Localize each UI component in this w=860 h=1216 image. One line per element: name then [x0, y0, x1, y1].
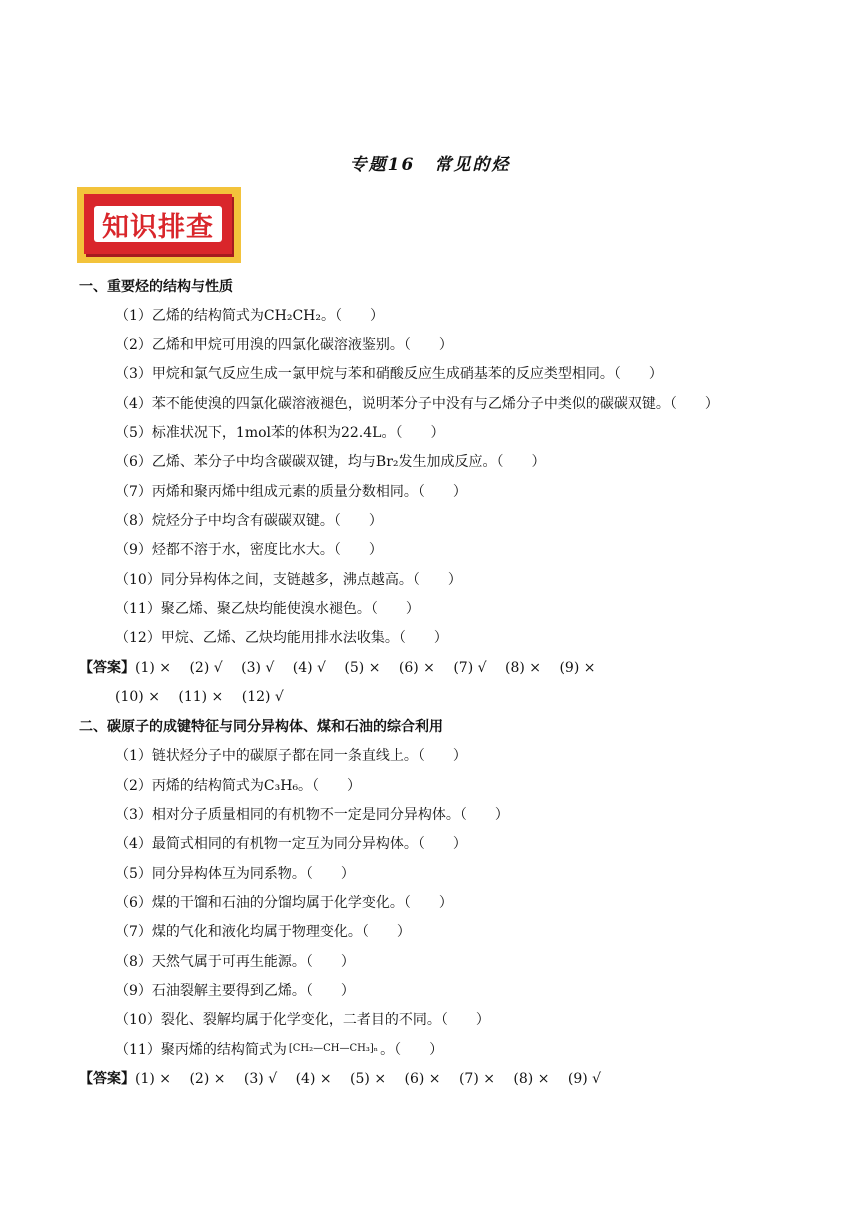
section2-item-5: （5）同分异构体互为同系物。（ ）: [115, 866, 355, 882]
section1-item-1: （1）乙烯的结构简式为CH₂CH₂。（ ）: [115, 308, 384, 324]
answer-values: (1) × (2) × (3) √ (4) × (5) × (6) × (7) × (8) × (9) √: [135, 1071, 602, 1087]
section2-item-2: （2）丙烯的结构简式为C₃H₆。（ ）: [115, 778, 362, 794]
section1-item-3: （3）甲烷和氯气反应生成一氯甲烷与苯和硝酸反应生成硝基苯的反应类型相同。（ ）: [115, 366, 663, 382]
section1-item-4: （4）苯不能使溴的四氯化碳溶液褪色，说明苯分子中没有与乙烯分子中类似的碳碳双键。（ ）: [115, 396, 719, 412]
page-title: 专题16 常见的烃: [349, 155, 511, 175]
answer-label: 【答案】: [79, 660, 135, 676]
section1-item-2: （2）乙烯和甲烷可用溴的四氯化碳溶液鉴别。（ ）: [115, 337, 453, 353]
section1-item-9: （9）烃都不溶于水，密度比水大。（ ）: [115, 542, 383, 558]
section1-item-11: （11）聚乙烯、聚乙炔均能使溴水褪色。（ ）: [115, 601, 420, 617]
section1-answer: [79, 657, 595, 677]
section2-item-3: （3）相对分子质量相同的有机物不一定是同分异构体。（ ）: [115, 807, 509, 823]
item11-suffix: 。（ ）: [380, 1042, 444, 1058]
section2-item-9: （9）石油裂解主要得到乙烯。（ ）: [115, 983, 355, 999]
section2-heading: 二、碳原子的成键特征与同分异构体、煤和石油的综合利用: [79, 719, 443, 735]
section1-heading: 一、重要烃的结构与性质: [79, 279, 233, 295]
section2-item-7: （7）煤的气化和液化均属于物理变化。（ ）: [115, 924, 411, 940]
polypropylene-formula: [CH₂—CH—CH₃]ₙ: [288, 1042, 379, 1054]
section2-answer: [79, 1068, 601, 1088]
answer-label: 【答案】: [79, 1071, 135, 1087]
section1-item-6: （6）乙烯、苯分子中均含碳碳双键，均与Br₂发生加成反应。（ ）: [115, 454, 546, 470]
section2-item-6: （6）煤的干馏和石油的分馏均属于化学变化。（ ）: [115, 895, 453, 911]
section1-item-12: （12）甲烷、乙烯、乙炔均能用排水法收集。（ ）: [115, 630, 448, 646]
knowledge-check-badge: [77, 187, 241, 263]
section1-item-8: （8）烷烃分子中均含有碳碳双键。（ ）: [115, 513, 383, 529]
section2-item-4: （4）最简式相同的有机物一定互为同分异构体。（ ）: [115, 836, 467, 852]
section2-item-8: （8）天然气属于可再生能源。（ ）: [115, 954, 355, 970]
section1-answer-cont: (10) × (11) × (12) √: [115, 689, 284, 705]
section1-item-5: （5）标准状况下，1mol苯的体积为22.4L。（ ）: [115, 425, 445, 441]
section1-item-7: （7）丙烯和聚丙烯中组成元素的质量分数相同。（ ）: [115, 484, 467, 500]
badge-frame: [84, 194, 232, 254]
section2-item-11: [115, 1039, 443, 1059]
item11-prefix: （11）聚丙烯的结构简式为: [115, 1042, 287, 1058]
section1-item-10: （10）同分异构体之间，支链越多，沸点越高。（ ）: [115, 572, 462, 588]
section2-item-1: （1）链状烃分子中的碳原子都在同一条直线上。（ ）: [115, 748, 467, 764]
section2-item-10: （10）裂化、裂解均属于化学变化，二者目的不同。（ ）: [115, 1012, 490, 1028]
badge-label: 知识排查: [94, 206, 222, 242]
answer-values: (1) × (2) √ (3) √ (4) √ (5) × (6) × (7) √ (8) × (9) ×: [135, 660, 596, 676]
